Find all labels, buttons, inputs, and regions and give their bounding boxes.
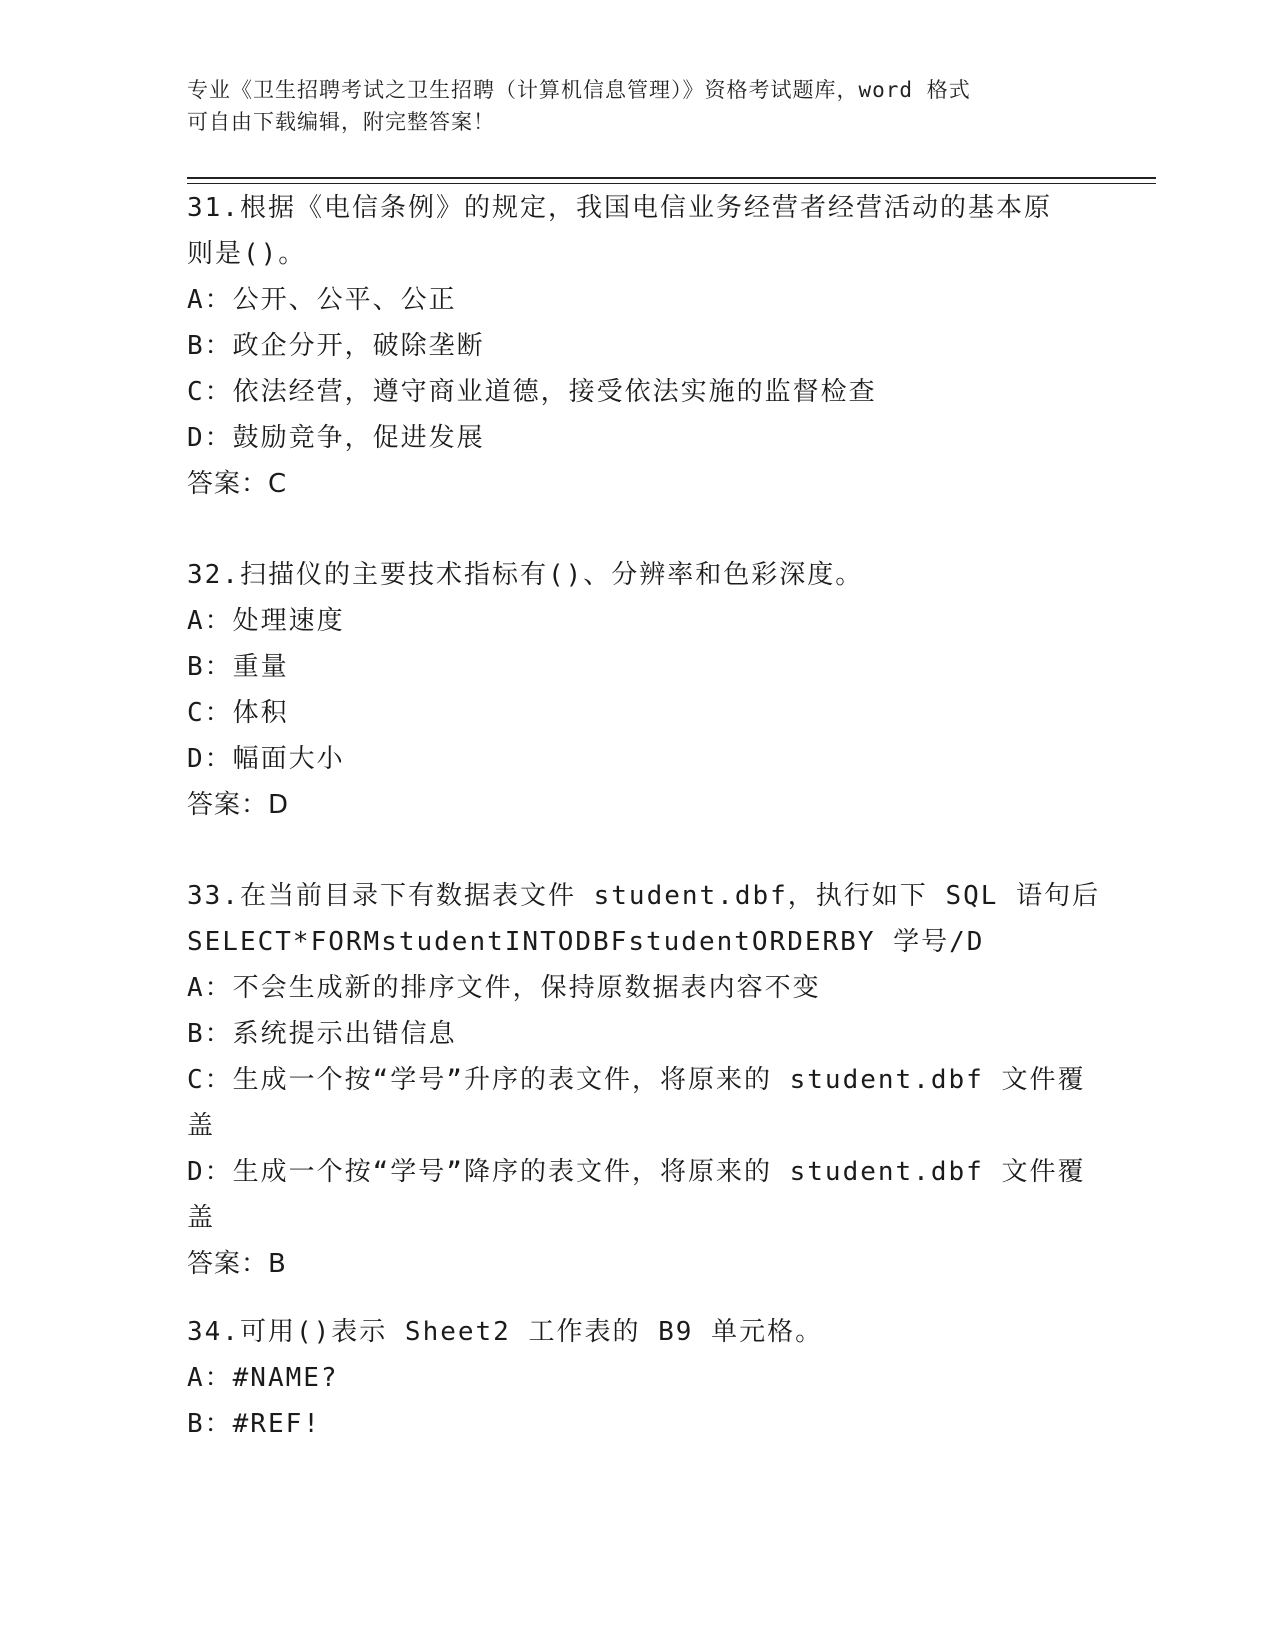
question-stem: 32.扫描仪的主要技术指标有()、分辨率和色彩深度。 <box>187 560 864 590</box>
option-a: A：不会生成新的排序文件，保持原数据表内容不变 <box>187 973 821 1003</box>
answer: 答案：C <box>187 469 288 499</box>
option-b: B：系统提示出错信息 <box>187 1019 457 1049</box>
option-c: C：体积 <box>187 698 289 728</box>
answer: 答案：D <box>187 790 290 820</box>
header-line-1: 专业《卫生招聘考试之卫生招聘（计算机信息管理）》资格考试题库，word 格式 <box>187 78 971 102</box>
option-c: C：生成一个按“学号”升序的表文件，将原来的 student.dbf 文件覆 <box>187 1065 1086 1095</box>
header-divider-thin <box>187 183 1156 184</box>
option-a: A：#NAME? <box>187 1363 339 1393</box>
question-34 <box>187 1309 1087 1447</box>
option-c-continued: 盖 <box>187 1111 216 1141</box>
document-header <box>187 74 1087 138</box>
option-b: B：重量 <box>187 652 289 682</box>
question-31 <box>187 185 1087 507</box>
option-d: D：生成一个按“学号”降序的表文件，将原来的 student.dbf 文件覆 <box>187 1157 1086 1187</box>
option-d-continued: 盖 <box>187 1203 216 1233</box>
answer: 答案：B <box>187 1249 287 1279</box>
question-32 <box>187 552 1087 828</box>
question-33 <box>187 873 1101 1287</box>
question-stem-continued: 则是()。 <box>187 239 307 269</box>
question-stem: 31.根据《电信条例》的规定，我国电信业务经营者经营活动的基本原 <box>187 193 1052 223</box>
header-line-2: 可自由下载编辑，附完整答案！ <box>187 110 495 134</box>
option-d: D：鼓励竞争，促进发展 <box>187 423 485 453</box>
question-stem: 33.在当前目录下有数据表文件 student.dbf，执行如下 SQL 语句后 <box>187 881 1101 911</box>
question-stem: 34.可用()表示 Sheet2 工作表的 B9 单元格。 <box>187 1317 824 1347</box>
option-c: C：依法经营，遵守商业道德，接受依法实施的监督检查 <box>187 377 877 407</box>
header-divider-thick <box>187 177 1156 179</box>
option-a: A：公开、公平、公正 <box>187 285 457 315</box>
option-b: B：#REF! <box>187 1409 321 1439</box>
option-a: A：处理速度 <box>187 606 345 636</box>
option-d: D：幅面大小 <box>187 744 345 774</box>
option-b: B：政企分开，破除垄断 <box>187 331 485 361</box>
question-stem-continued: SELECT*FORMstudentINTODBFstudentORDERBY 学号/D <box>187 927 985 957</box>
